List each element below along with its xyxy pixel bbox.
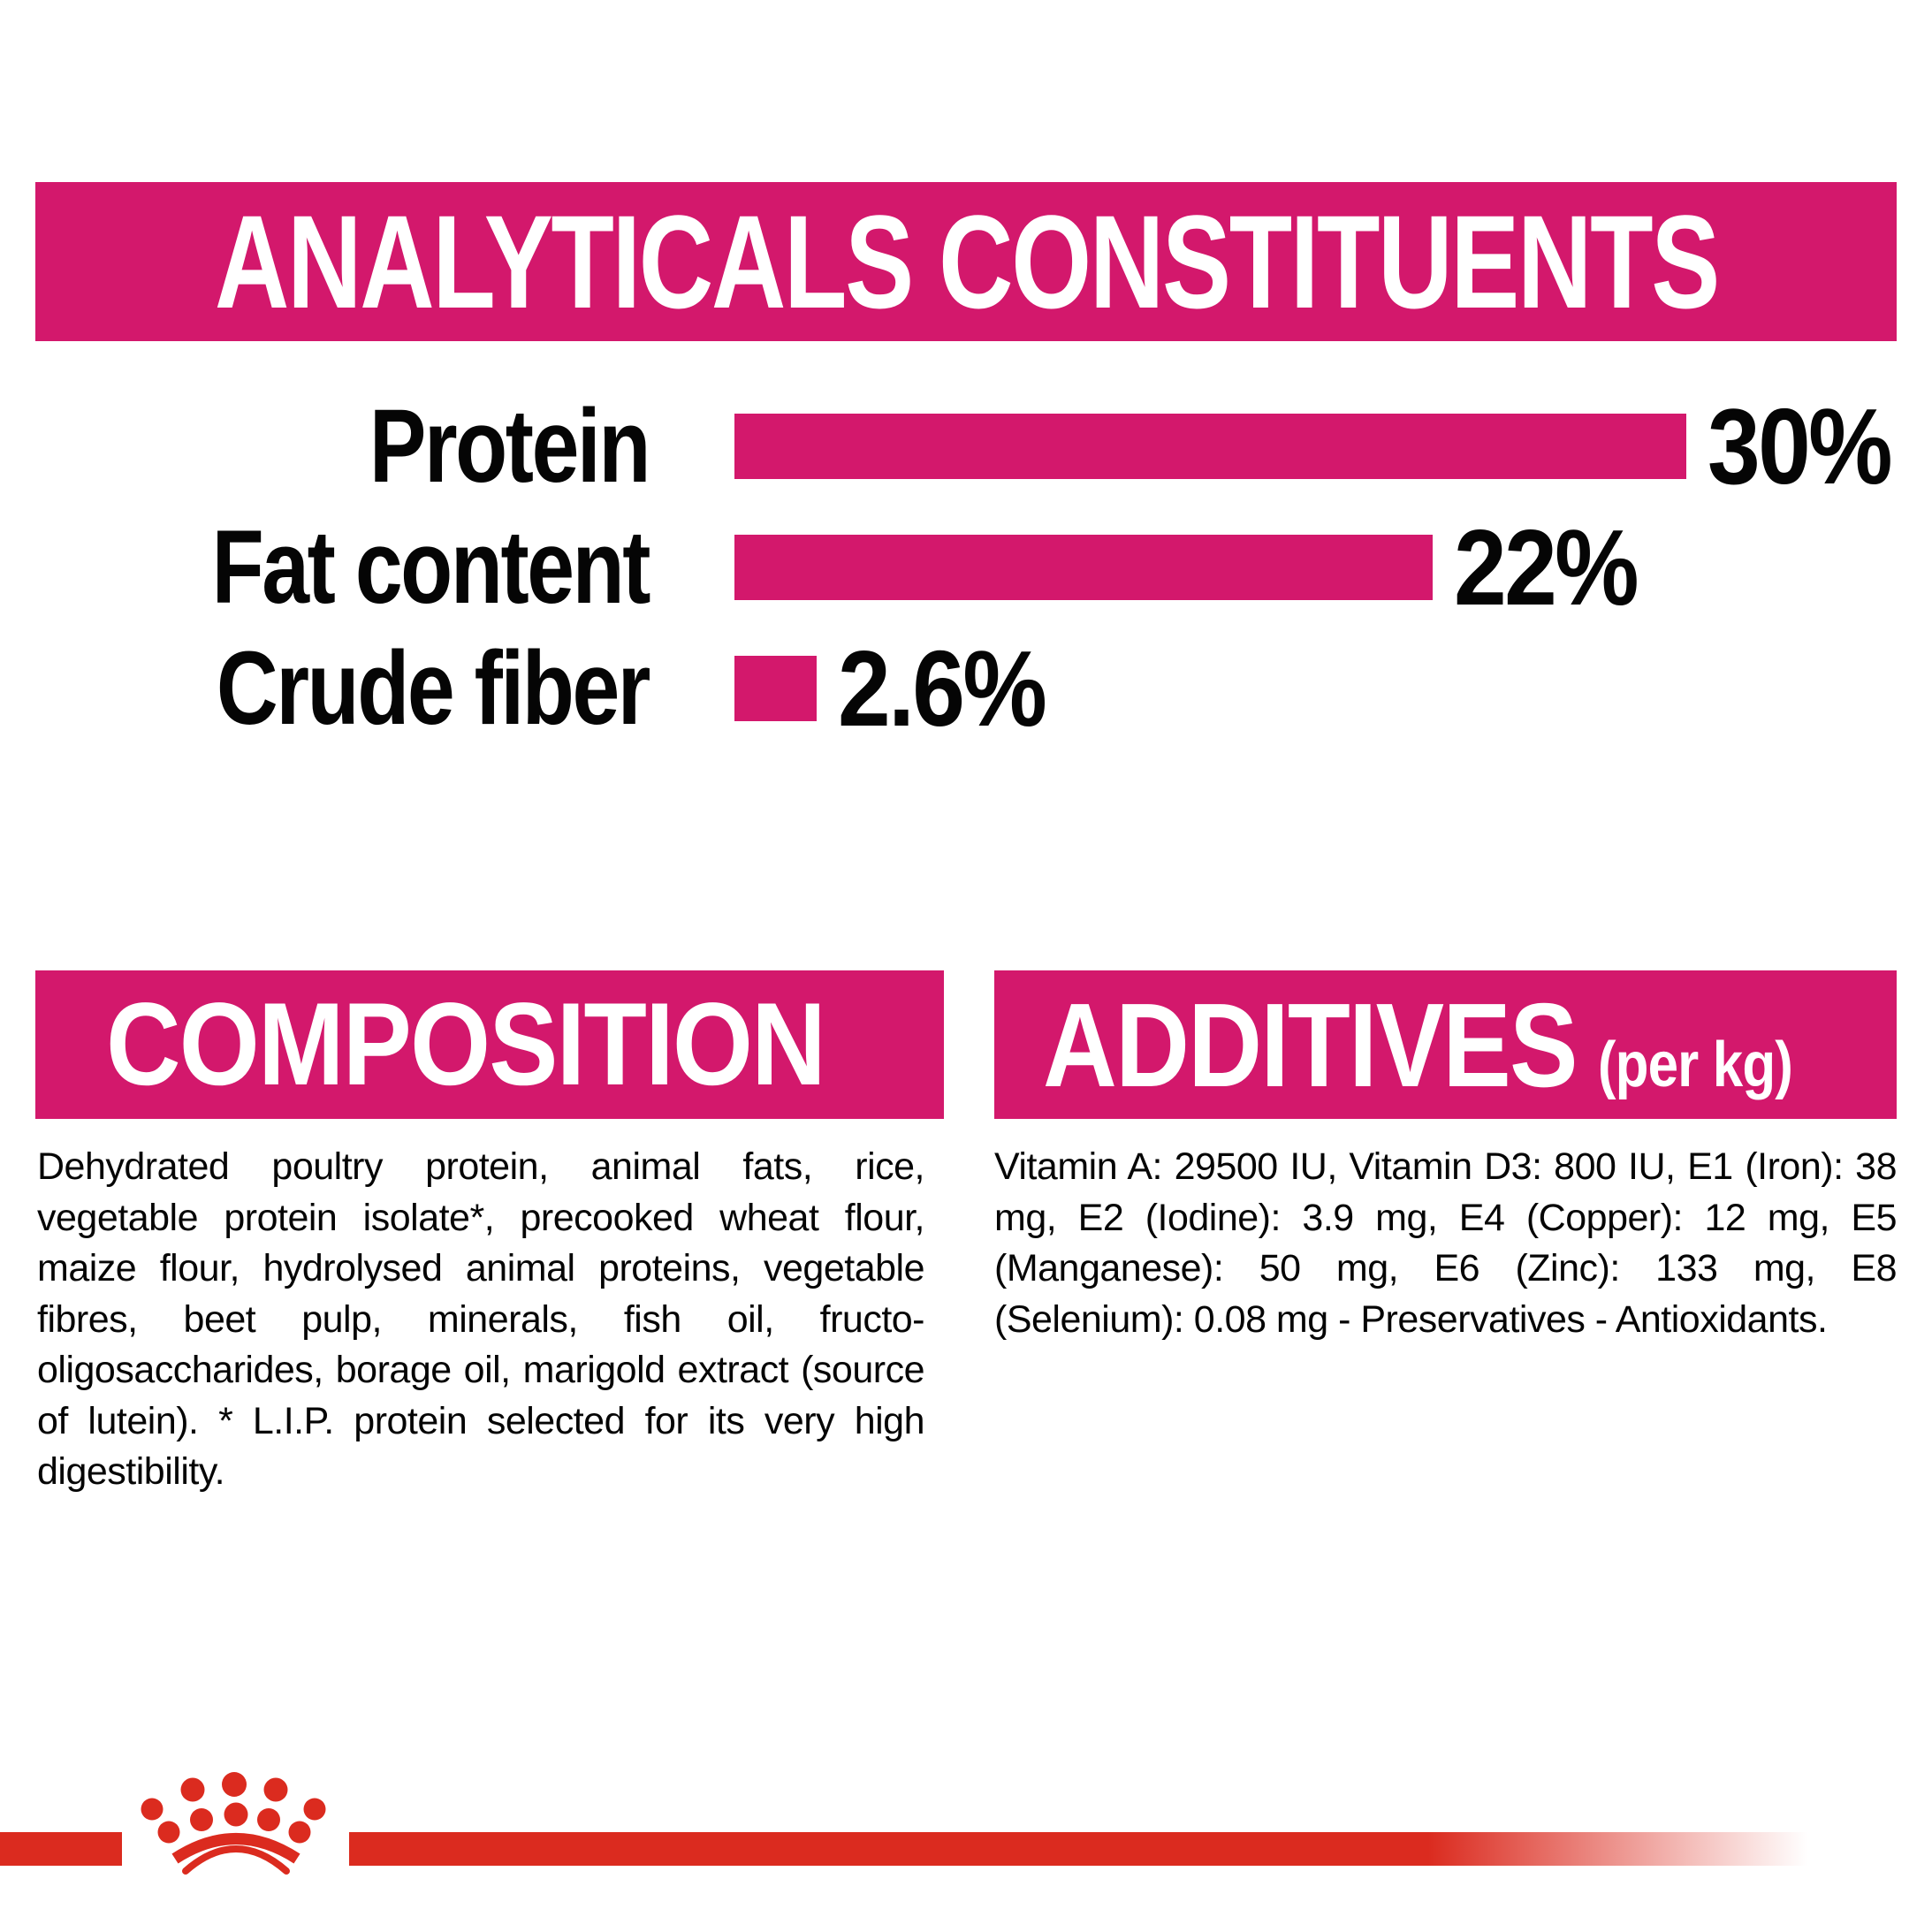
royal-canin-crown-logo (124, 1759, 354, 1900)
chart-row-fat (0, 506, 1932, 628)
protein-value: 30% (1708, 385, 1890, 506)
additives-title: ADDITIVES (1043, 977, 1577, 1112)
chart-row-protein (0, 385, 1932, 506)
additives-body: Vitamin A: 29500 IU, Vitamin D3: 800 IU, E1 (Iron): 38 mg, E2 (Iodine): 3.9 mg, E4 (Copper): 12 mg, E5 (Manganese): 50 mg, E6 (Zinc): 133 mg, E8 (Selenium): 0.08 mg - Preservatives - Antioxidants. (994, 1145, 1897, 1341)
fat-content-bar (734, 535, 1433, 600)
composition-title: COMPOSITION (106, 978, 825, 1110)
additives-banner (994, 970, 1897, 1119)
chart-label: Fat content (211, 508, 649, 626)
chart-label: Crude fiber (216, 629, 649, 747)
crude-fiber-value: 2.6% (838, 628, 1046, 749)
protein-bar (734, 414, 1686, 479)
crown-arcs (175, 1839, 297, 1872)
crude-fiber-bar (734, 656, 817, 721)
additives-unit-suffix: (per kg) (1597, 1029, 1793, 1100)
fat-content-value: 22% (1453, 506, 1637, 628)
footer-band-right-fade (349, 1832, 1807, 1866)
chart-row-fiber (0, 628, 1932, 749)
crown-dots (141, 1772, 326, 1844)
analyticals-bar-chart (0, 385, 1932, 749)
chart-label: Protein (369, 387, 649, 505)
footer-band-left (0, 1832, 122, 1866)
analyticals-title: ANALYTICALS CONSTITUENTS (214, 187, 1718, 336)
composition-body: Dehydrated poultry protein, animal fats, rice, vegetable protein isolate*, precooked wheat flour, maize flour, hydrolysed animal proteins, vegetable fibres, beet pulp, minerals, fish oil, fructo-oligosaccharides, borage oil, marigold extract (source of lutein). * L.I.P. protein selected for its very high digestibility. (37, 1145, 924, 1493)
composition-banner (35, 970, 944, 1119)
analyticals-banner (35, 182, 1897, 341)
